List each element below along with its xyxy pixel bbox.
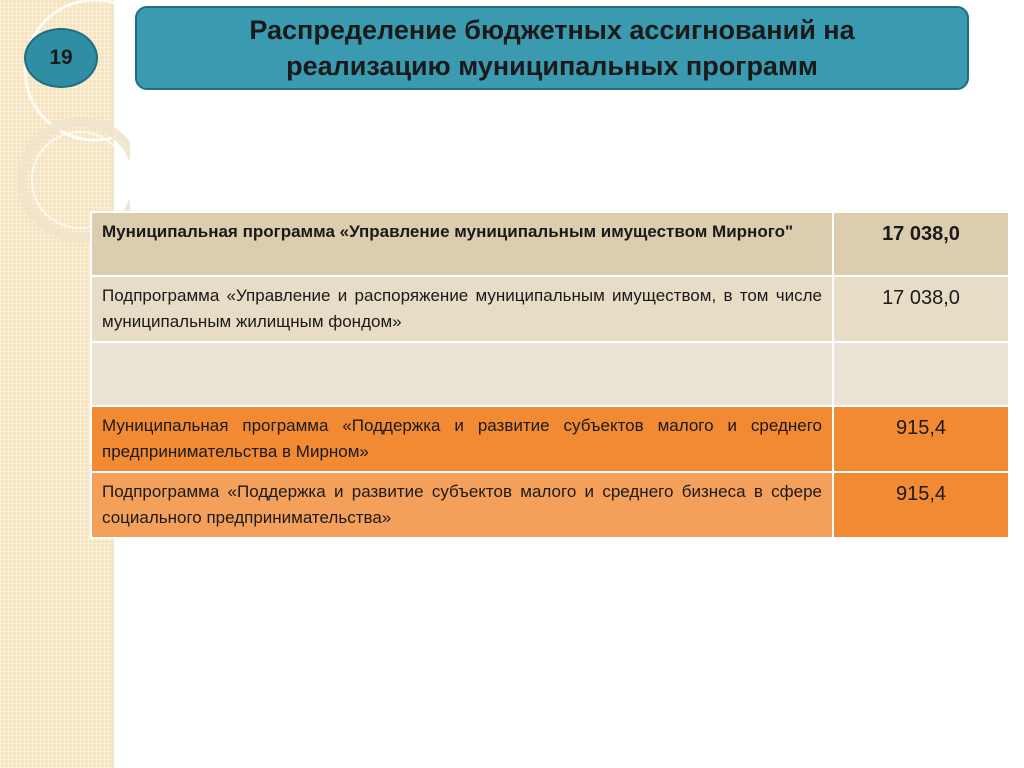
slide-number-badge: 19 (24, 28, 98, 88)
subprogram-name-cell: Подпрограмма «Управление и распоряжение муниципальным имуществом, в том числе муниципальным жилищным фондом» (91, 276, 833, 342)
program-name-cell: Муниципальная программа «Поддержка и развитие субъектов малого и среднего предпринимательства в Мирном» (91, 406, 833, 472)
table-row (91, 472, 1009, 538)
table-row (91, 212, 1009, 276)
table-row (91, 276, 1009, 342)
table-row (91, 406, 1009, 472)
title-banner (135, 6, 969, 90)
empty-name-cell (91, 342, 833, 406)
subprogram-name-cell: Подпрограмма «Поддержка и развитие субъектов малого и среднего бизнеса в сфере социального предпринимательства» (91, 472, 833, 538)
title-line-2: реализацию муниципальных программ (286, 51, 818, 81)
amount-cell: 915,4 (833, 406, 1009, 472)
amount-cell: 17 038,0 (833, 276, 1009, 342)
amount-cell: 915,4 (833, 472, 1009, 538)
table-row-empty (91, 342, 1009, 406)
program-name-cell: Муниципальная программа «Управление муниципальным имуществом Мирного" (91, 212, 833, 276)
budget-allocation-table (90, 211, 1010, 539)
amount-cell: 17 038,0 (833, 212, 1009, 276)
page-title (249, 12, 854, 84)
empty-amount-cell (833, 342, 1009, 406)
title-line-1: Распределение бюджетных ассигнований на (249, 15, 855, 45)
